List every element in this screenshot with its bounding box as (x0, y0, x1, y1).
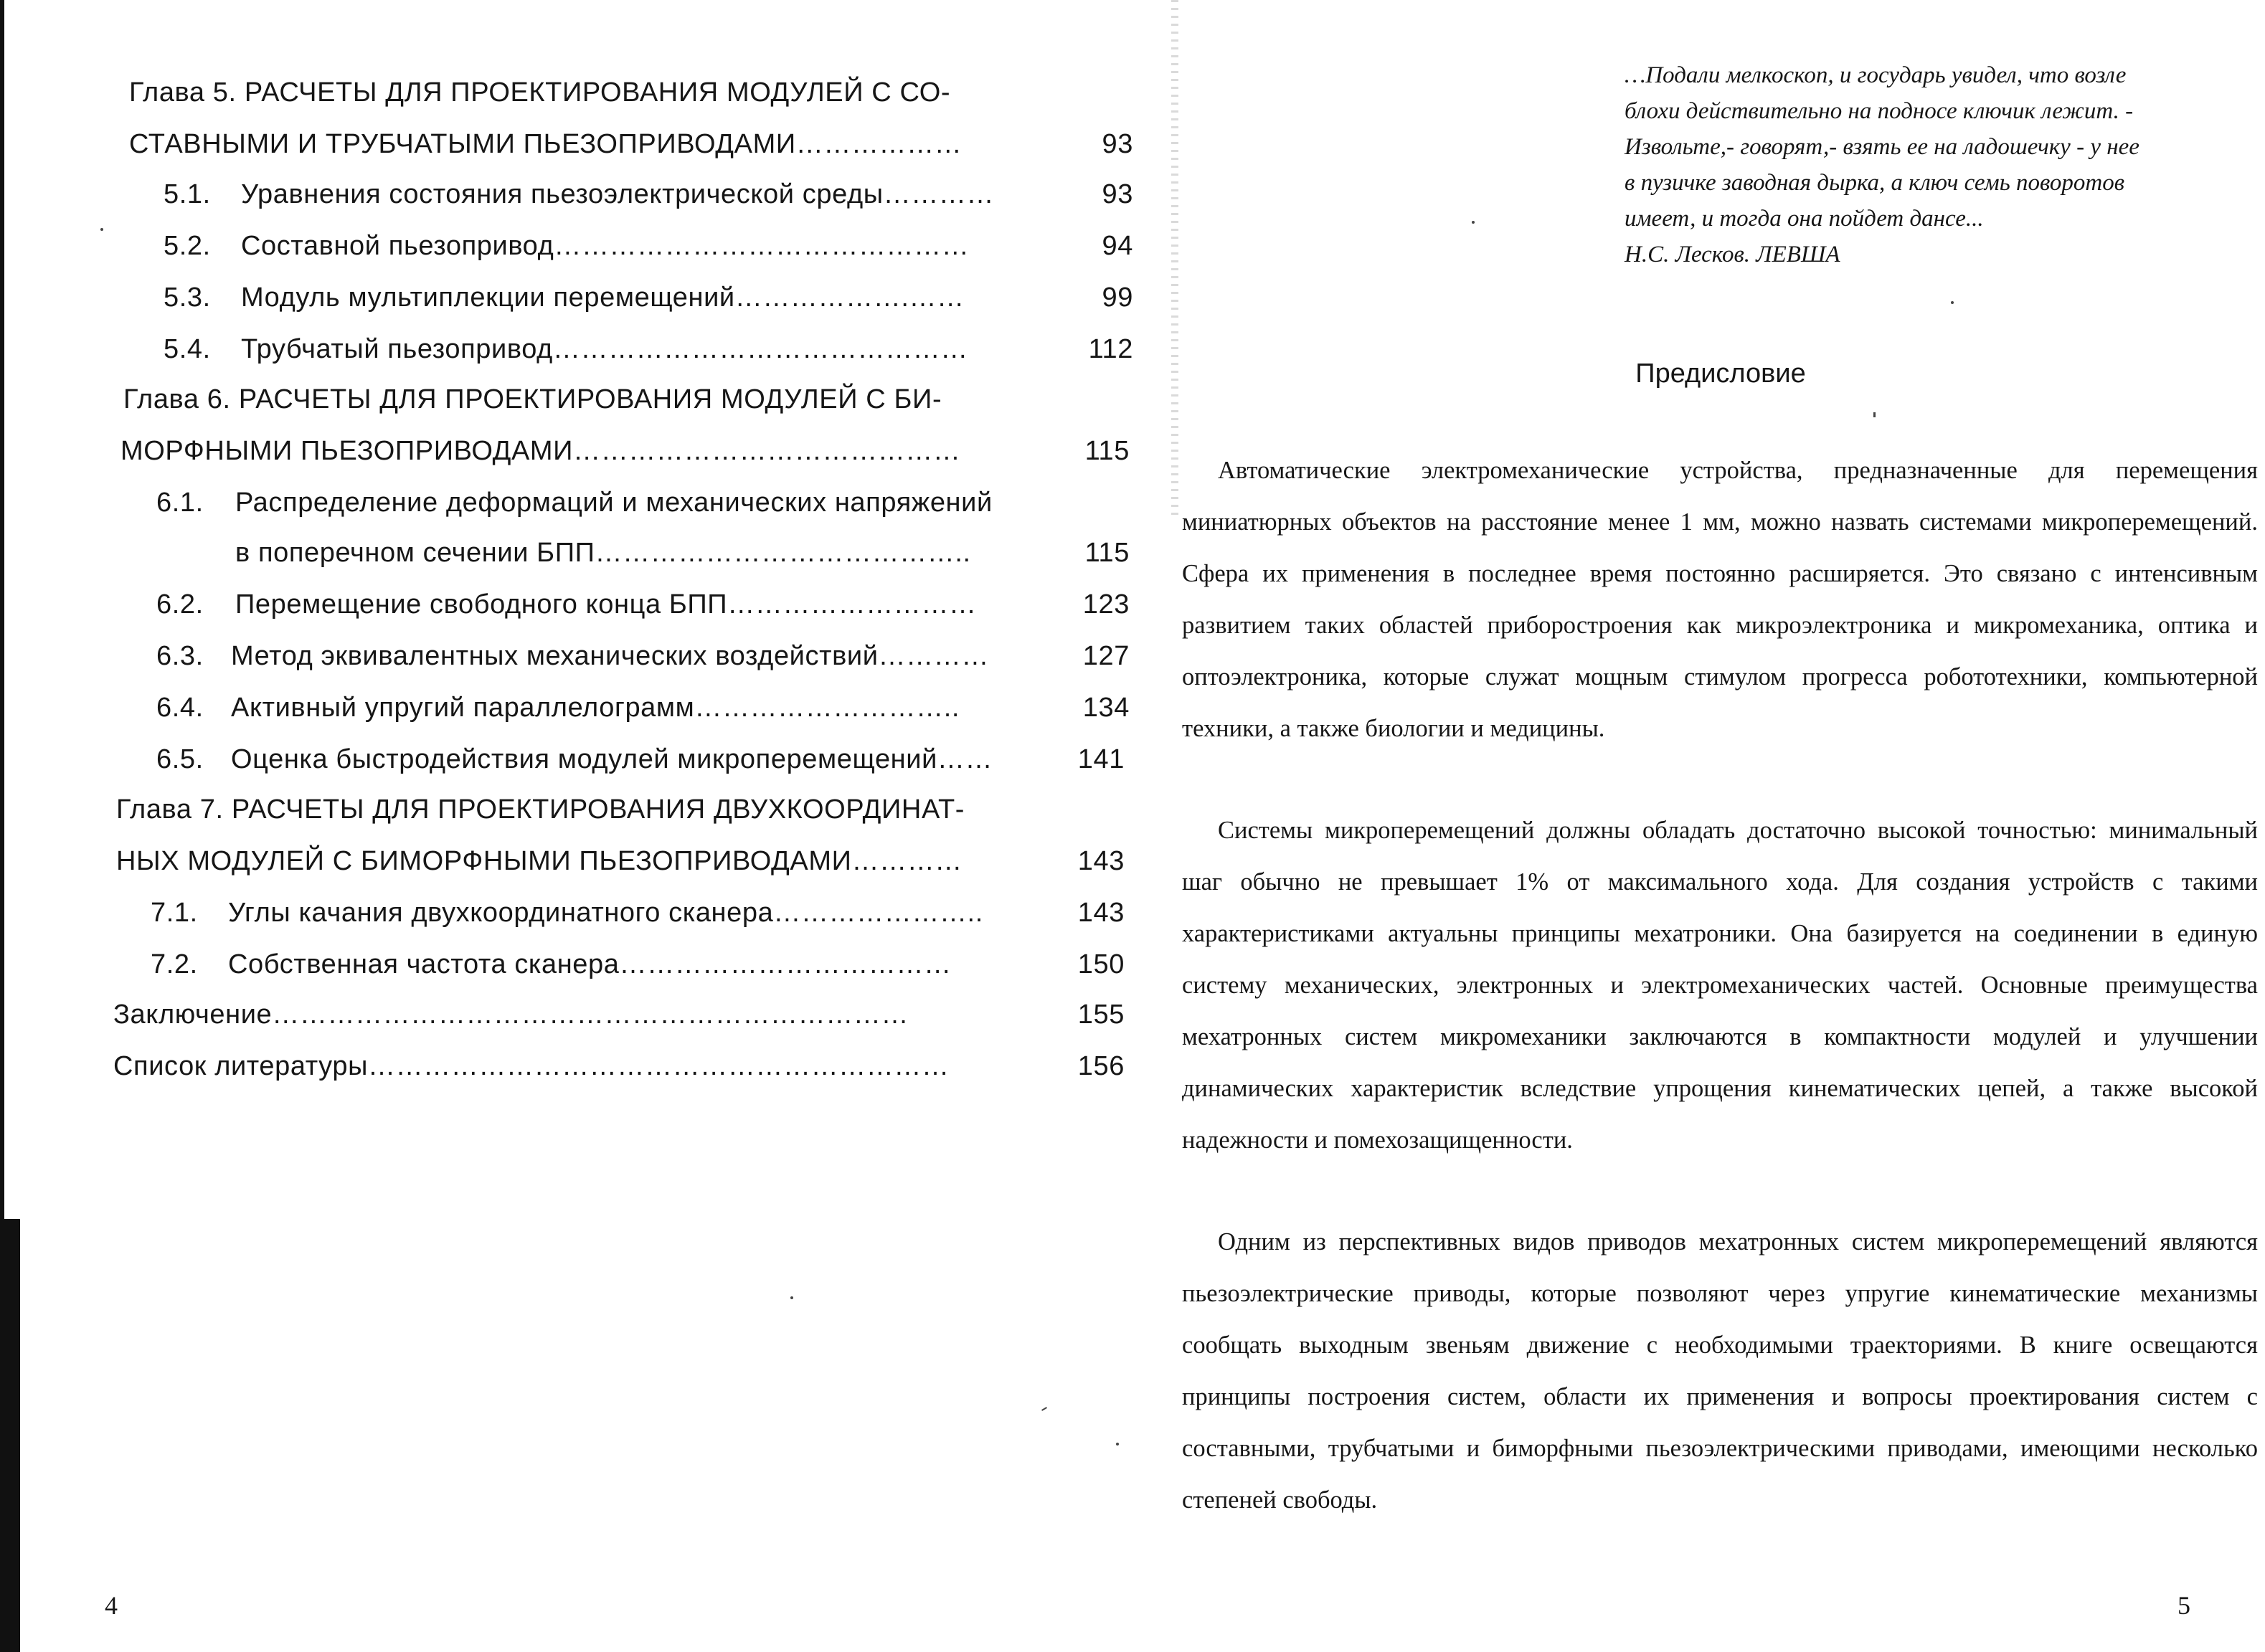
toc-entry-text: Заключение…………………………………………………………… (113, 1000, 909, 1030)
toc-page-number: 93 (1102, 129, 1133, 159)
toc-section-number: 6.2. (156, 589, 204, 620)
scan-speck (1951, 301, 1954, 304)
toc-row (0, 1051, 1148, 1094)
epigraph-line: Извольте,- говорят,- взять ее на ладошечку - у нее (1625, 134, 2139, 160)
toc-row (0, 1000, 1148, 1043)
toc-row (0, 538, 1148, 581)
epigraph-attribution: Н.С. Лесков. ЛЕВША (1625, 242, 1840, 267)
toc-row (0, 334, 1148, 377)
toc-entry-text: НЫХ МОДУЛЕЙ С БИМОРФНЫМИ ПЬЕЗОПРИВОДАМИ………… (116, 846, 963, 876)
toc-entry-text: в поперечном сечении БПП………………………………….. (235, 538, 971, 568)
scan-speck (1472, 221, 1475, 224)
toc-page-number: 99 (1102, 283, 1133, 313)
toc-page-number: 115 (1084, 436, 1130, 466)
toc-entry-text: Список литературы……………………………………………………… (113, 1051, 950, 1081)
toc-section-number: 6.4. (156, 693, 204, 723)
toc-section-number: 6.1. (156, 488, 204, 518)
toc-row (0, 744, 1148, 787)
toc-row (0, 129, 1148, 172)
toc-row (0, 179, 1148, 222)
epigraph-line: …Подали мелкоскоп, и государь увидел, что возле (1625, 62, 2127, 88)
right-page (1176, 0, 2265, 1652)
toc-row (0, 641, 1148, 684)
toc-entry-text: Трубчатый пьезопривод……………………………………… (241, 334, 968, 364)
toc-section-number: 6.5. (156, 744, 204, 774)
toc-entry-text: Собственная частота сканера……………………………… (228, 949, 952, 979)
toc-section-number: 5.4. (164, 334, 211, 364)
toc-section-number: 6.3. (156, 641, 204, 671)
toc-page-number: 155 (1077, 1000, 1125, 1030)
section-title: Предисловие (1635, 359, 1806, 389)
epigraph-line: имеет, и тогда она пойдет дансе... (1625, 206, 1984, 232)
toc-row (0, 794, 1148, 837)
toc-page-number: 127 (1082, 641, 1130, 671)
toc-page-number: 143 (1077, 846, 1125, 876)
toc-row (0, 949, 1148, 992)
toc-row (0, 77, 1148, 120)
toc-entry-text: Перемещение свободного конца БПП……………………… (235, 589, 977, 620)
scan-speck (1873, 412, 1876, 417)
toc-row (0, 898, 1148, 941)
toc-row (0, 693, 1148, 736)
toc-entry-text: МОРФНЫМИ ПЬЕЗОПРИВОДАМИ…………………………………… (120, 436, 961, 466)
toc-row (0, 488, 1148, 531)
toc-row (0, 283, 1148, 326)
toc-entry-text: Углы качания двухкоординатного сканера………………….. (228, 898, 983, 928)
toc-page-number: 93 (1102, 179, 1133, 209)
toc-page-number: 141 (1077, 744, 1125, 774)
toc-entry-text: Глава 6. РАСЧЕТЫ ДЛЯ ПРОЕКТИРОВАНИЯ МОДУЛЕЙ С БИ- (123, 384, 942, 414)
toc-entry-text: Модуль мультиплекции перемещений……………….…… (241, 283, 965, 313)
toc-entry-text: СТАВНЫМИ И ТРУБЧАТЫМИ ПЬЕЗОПРИВОДАМИ……………… (129, 129, 963, 159)
epigraph (1625, 57, 2234, 272)
toc-section-number: 7.2. (151, 949, 198, 979)
toc-row (0, 846, 1148, 889)
toc-page-number: 134 (1082, 693, 1130, 723)
toc-page-number: 115 (1084, 538, 1130, 568)
toc-entry-text: Составной пьезопривод……………………………………… (241, 231, 970, 261)
toc-entry-text: Глава 5. РАСЧЕТЫ ДЛЯ ПРОЕКТИРОВАНИЯ МОДУЛЕЙ С СО- (129, 77, 951, 108)
scan-speck (1041, 1407, 1047, 1411)
page-number-left: 4 (105, 1591, 118, 1620)
toc-section-number: 5.3. (164, 283, 211, 313)
toc-entry-text: Глава 7. РАСЧЕТЫ ДЛЯ ПРОЕКТИРОВАНИЯ ДВУХКООРДИНАТ- (116, 794, 965, 825)
page-number-right: 5 (2177, 1591, 2190, 1620)
body-paragraph: Системы микроперемещений должны обладать достаточно высокой точностью: минимальный шаг обычно не превышает 1% от максимального хода. Для создания устройств с такими характеристиками актуальны принципы мехатроники. Она базируется на соединении в единую систему механических, электронных и электромеханических частей. Основные преимущества мехатронных систем микромеханики заключаются в компактности модулей и улучшении динамических характеристик вследствие упрощения кинематических цепей, а также высокой надежности и помехозащищенности. (1182, 817, 2258, 1154)
toc-entry-text: Активный упругий параллелограмм……………………….. (231, 693, 960, 723)
toc-section-number: 7.1. (151, 898, 198, 928)
toc-row (0, 589, 1148, 632)
toc-row (0, 436, 1148, 479)
toc-row (0, 231, 1148, 274)
scan-speck (1116, 1443, 1119, 1446)
scan-speck (100, 228, 103, 231)
toc-page-number: 123 (1082, 589, 1130, 620)
toc-entry-text: Оценка быстродействия модулей микроперемещений…… (231, 744, 993, 774)
toc-page-number: 150 (1077, 949, 1125, 979)
scan-speck (790, 1296, 793, 1299)
toc-page-number: 143 (1077, 898, 1125, 928)
toc-page-number: 94 (1102, 231, 1133, 261)
toc-entry-text: Метод эквивалентных механических воздействий………… (231, 641, 989, 671)
toc-row (0, 384, 1148, 427)
toc-entry-text: Распределение деформаций и механических напряжений (235, 488, 993, 518)
body-paragraph: Автоматические электромеханические устройства, предназначенные для перемещения миниатюрных объектов на расстояние менее 1 мм, можно назвать системами микроперемещений. Сфера их применения в последнее время постоянно расширяется. Это связано с интенсивным развитием таких областей приборостроения как микроэлектроника и микромеханика, оптика и оптоэлектроника, которые служат мощным стимулом прогресса робототехники, компьютерной техники, а также биологии и медицины. (1182, 457, 2258, 742)
toc-section-number: 5.2. (164, 231, 211, 261)
body-paragraph: Одним из перспективных видов приводов мехатронных систем микроперемещений являются пьезоэлектрические приводы, которые позволяют через упругие кинематические механизмы сообщать выходным звеньям движение с необходимыми траекториями. В книге освещаются принципы построения систем, области их применения и вопросы проектирования систем с составными, трубчатыми и биморфными пьезоэлектрическими приводами, имеющими несколько степеней свободы. (1182, 1228, 2258, 1514)
epigraph-line: блохи действительно на подносе ключик лежит. - (1625, 98, 2134, 124)
toc-page-number: 156 (1077, 1051, 1125, 1081)
toc-page-number: 112 (1088, 334, 1133, 364)
epigraph-line: в пузичке заводная дырка, а ключ семь поворотов (1625, 170, 2125, 196)
toc-section-number: 5.1. (164, 179, 211, 209)
toc-entry-text: Уравнения состояния пьезоэлектрической среды………… (241, 179, 995, 209)
